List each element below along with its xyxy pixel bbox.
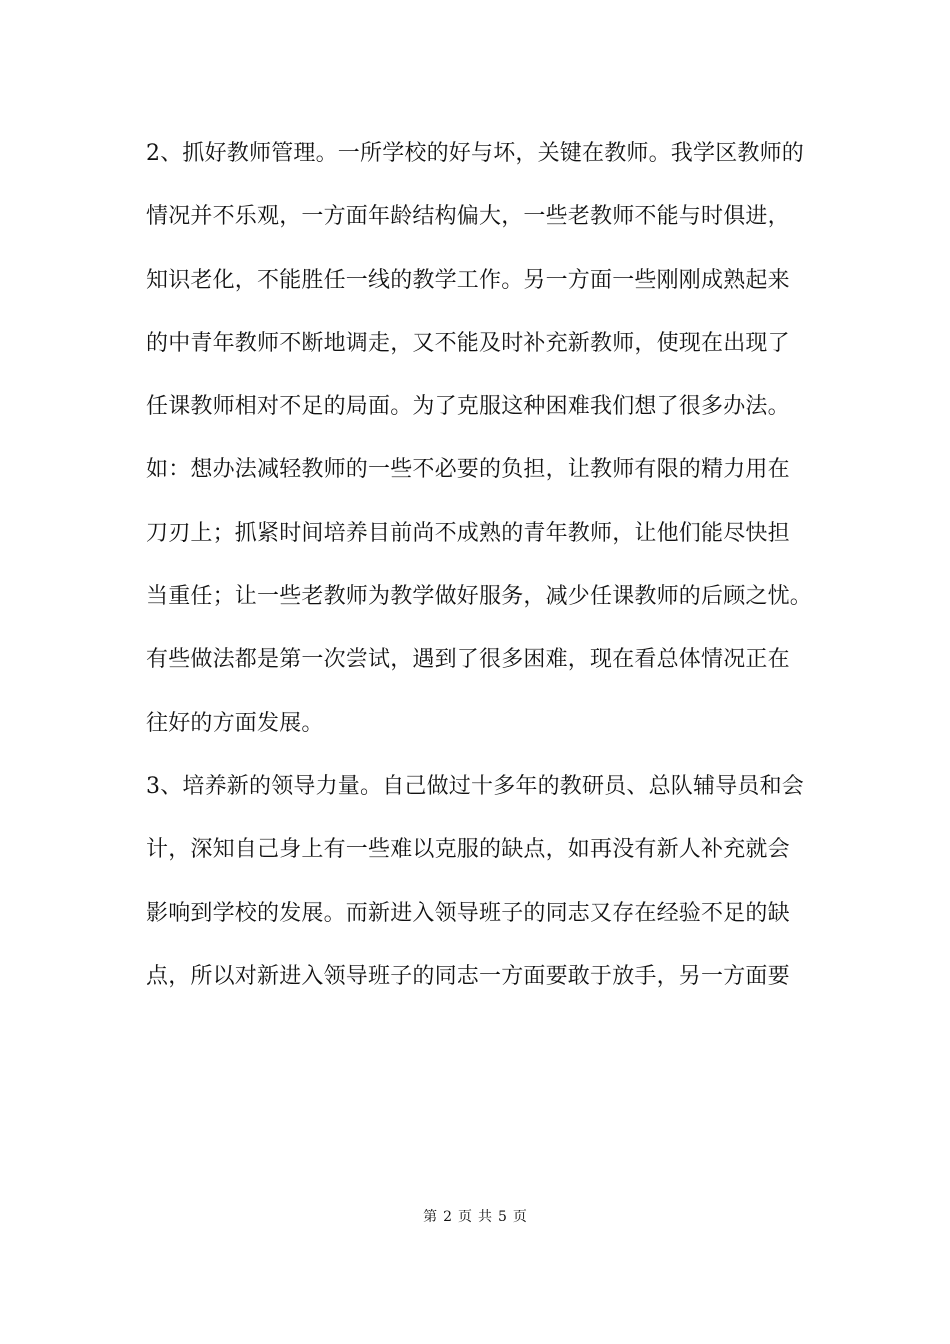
- text-line: 如：想办法减轻教师的一些不必要的负担，让教师有限的精力用在: [146, 457, 790, 483]
- text-line: 的中青年教师不断地调走，又不能及时补充新教师，使现在出现了: [146, 330, 790, 356]
- text-line: 往好的方面发展。: [146, 710, 324, 736]
- text-line: 任课教师相对不足的局面。为了克服这种困难我们想了很多办法。: [146, 394, 790, 420]
- text-line: 2、抓好教师管理。一所学校的好与坏，关键在教师。我学区教师的: [146, 141, 804, 166]
- text-line: 情况并不乐观，一方面年龄结构偏大，一些老教师不能与时俱进，: [146, 204, 790, 230]
- text-line: 点，所以对新进入领导班子的同志一方面要敢于放手，另一方面要: [146, 963, 790, 989]
- total-pages-number: 5: [498, 1209, 507, 1225]
- total-prefix: 共: [478, 1209, 492, 1225]
- text-line: 计，深知自己身上有一些难以克服的缺点，如再没有新人补充就会: [146, 837, 790, 863]
- current-page-number: 2: [443, 1209, 452, 1225]
- text-line: 当重任；让一些老教师为教学做好服务，减少任课教师的后顾之忧。: [146, 584, 813, 610]
- text-line: 有些做法都是第一次尝试，遇到了很多困难，现在看总体情况正在: [146, 647, 790, 673]
- text-line: 知识老化，不能胜任一线的教学工作。另一方面一些刚刚成熟起来: [146, 267, 790, 293]
- page-footer: [0, 1207, 950, 1227]
- page-prefix: 第: [423, 1209, 438, 1225]
- text-line: 3、培养新的领导力量。自己做过十多年的教研员、总队辅导员和会: [146, 773, 804, 799]
- text-line: 刀刃上；抓紧时间培养目前尚不成熟的青年教师，让他们能尽快担: [146, 520, 790, 546]
- total-unit: 页: [512, 1209, 527, 1225]
- page-unit: 页: [458, 1209, 472, 1225]
- text-line: 影响到学校的发展。而新进入领导班子的同志又存在经验不足的缺: [146, 900, 790, 926]
- document-body: [146, 132, 816, 1018]
